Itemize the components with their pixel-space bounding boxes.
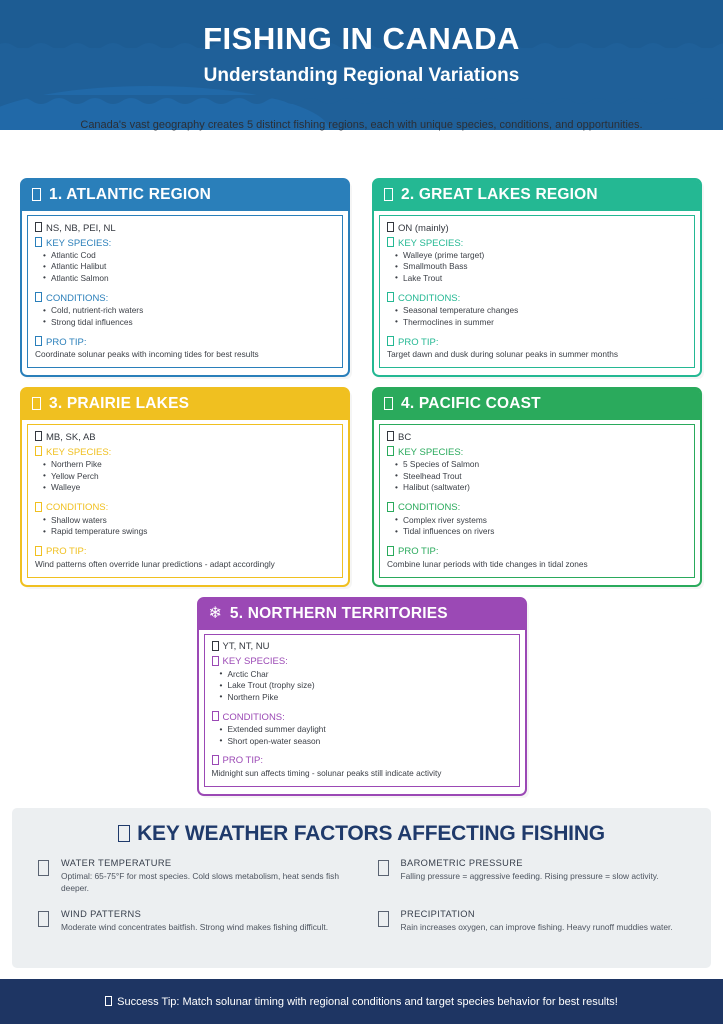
weather-factors-panel [12, 808, 711, 968]
key-species-list [395, 459, 687, 493]
tofu-icon [384, 187, 393, 203]
weather-panel-title-row [38, 822, 685, 846]
weather-factor-name: BAROMETRIC PRESSURE [400, 858, 523, 868]
region-provinces-label: YT, NT, NU [222, 641, 270, 653]
page-subtitle: Understanding Regional Variations [203, 65, 520, 87]
tofu-icon [212, 656, 219, 668]
conditions-list [43, 515, 335, 538]
weather-factor-content [401, 858, 659, 883]
spacer [35, 494, 335, 501]
tofu-icon [212, 641, 219, 653]
weather-factor-water-temperature [38, 858, 346, 895]
list-item: • 5 Species of Salmon [395, 459, 687, 470]
tofu-icon [35, 336, 42, 348]
header-banner [0, 0, 723, 130]
conditions-label: CONDITIONS: [46, 502, 109, 514]
list-item: • Shallow waters [43, 515, 335, 526]
tofu-icon [212, 711, 219, 723]
weather-panel-title: KEY WEATHER FACTORS AFFECTING FISHING [137, 822, 605, 845]
tofu-icon [387, 446, 394, 458]
key-species-list [220, 669, 512, 703]
tofu-icon [35, 292, 42, 304]
pro-tip-label: PRO TIP: [46, 546, 87, 558]
list-item: • Atlantic Halibut [43, 261, 335, 272]
key-species-heading [212, 656, 512, 668]
key-species-list [43, 459, 335, 493]
conditions-list [395, 515, 687, 538]
weather-factor-content [401, 909, 673, 934]
tofu-icon [38, 860, 49, 877]
region-card-northern-territories[interactable] [197, 597, 527, 796]
key-species-heading [35, 237, 335, 249]
weather-factor-description: Moderate wind concentrates baitfish. Strong wind makes fishing difficult. [61, 921, 329, 932]
tofu-icon [387, 336, 394, 348]
key-species-heading [387, 446, 687, 458]
regions-grid [20, 178, 703, 806]
pro-tip-heading [387, 336, 687, 348]
region-title: 2. GREAT LAKES REGION [401, 186, 598, 203]
list-item: • Short open-water season [220, 736, 512, 747]
pro-tip-label: PRO TIP: [398, 546, 439, 558]
tofu-icon [35, 502, 42, 514]
list-item: • Arctic Char [220, 669, 512, 680]
list-item: • Halibut (saltwater) [395, 482, 687, 493]
spacer [387, 284, 687, 291]
pro-tip-heading [35, 336, 335, 348]
region-card-header [22, 180, 348, 211]
region-provinces-label: ON (mainly) [398, 222, 449, 234]
list-item: • Northern Pike [220, 692, 512, 703]
weather-factor-content [61, 858, 346, 895]
key-species-list [43, 250, 335, 284]
regions-row-1 [20, 178, 703, 377]
list-item: • Thermoclines in summer [395, 317, 687, 328]
tofu-icon [387, 292, 394, 304]
tofu-icon [378, 911, 389, 928]
spacer [212, 747, 512, 754]
region-card-header [374, 180, 700, 211]
list-item: • Northern Pike [43, 459, 335, 470]
key-species-label: KEY SPECIES: [222, 656, 288, 668]
page-title: FISHING IN CANADA [203, 21, 520, 56]
tofu-icon [387, 431, 394, 443]
conditions-label: CONDITIONS: [398, 502, 461, 514]
list-item: • Cold, nutrient-rich waters [43, 305, 335, 316]
conditions-heading [212, 711, 512, 723]
tofu-icon [105, 996, 112, 1008]
footer-success-tip: Success Tip: Match solunar timing with regional conditions and target species behavior for best results! [117, 995, 618, 1008]
pro-tip-text: Coordinate solunar peaks with incoming tides for best results [35, 349, 259, 360]
key-species-heading [387, 237, 687, 249]
conditions-heading [387, 502, 687, 514]
key-species-label: KEY SPECIES: [46, 446, 112, 458]
region-title: 3. PRAIRIE LAKES [49, 395, 190, 413]
list-item: • Atlantic Salmon [43, 273, 335, 284]
pro-tip-label: PRO TIP: [398, 336, 439, 348]
conditions-label: CONDITIONS: [398, 292, 461, 304]
region-provinces [387, 431, 687, 443]
region-provinces-label: NS, NB, PEI, NL [46, 222, 116, 234]
region-provinces-label: MB, SK, AB [46, 431, 96, 443]
region-title: 4. PACIFIC COAST [401, 395, 541, 413]
list-item: • Smallmouth Bass [395, 261, 687, 272]
spacer [387, 328, 687, 335]
region-card-body [204, 634, 520, 787]
conditions-list [43, 305, 335, 328]
spacer [387, 494, 687, 501]
key-species-label: KEY SPECIES: [398, 446, 464, 458]
region-card-body [379, 215, 695, 368]
spacer [387, 538, 687, 545]
tofu-icon [118, 822, 130, 846]
pro-tip-heading [387, 546, 687, 558]
regions-row-2 [20, 387, 703, 586]
tofu-icon [387, 502, 394, 514]
region-card-body [27, 215, 343, 368]
list-item: • Atlantic Cod [43, 250, 335, 261]
tofu-icon [378, 860, 389, 877]
weather-factors-grid [38, 858, 685, 934]
region-provinces [212, 641, 512, 653]
pro-tip-text: Midnight sun affects timing - solunar peaks still indicate activity [211, 767, 442, 778]
list-item: • Complex river systems [395, 515, 687, 526]
tofu-icon [35, 237, 42, 249]
tofu-icon [387, 237, 394, 249]
region-card-body [379, 424, 695, 577]
conditions-list [220, 724, 512, 747]
list-item: • Walleye [43, 482, 335, 493]
conditions-label: CONDITIONS: [222, 711, 285, 723]
region-title: 5. NORTHERN TERRITORIES [229, 604, 448, 622]
conditions-heading [35, 292, 335, 304]
list-item: • Extended summer daylight [220, 724, 512, 735]
key-species-label: KEY SPECIES: [46, 237, 112, 249]
region-title: 1. ATLANTIC REGION [49, 186, 212, 203]
footer-bar [0, 979, 723, 1024]
spacer [35, 328, 335, 335]
conditions-heading [387, 292, 687, 304]
tofu-icon [35, 546, 42, 558]
key-species-heading [35, 446, 335, 458]
region-card-header [374, 389, 700, 420]
list-item: • Lake Trout [395, 273, 687, 284]
tofu-icon [35, 446, 42, 458]
region-provinces-label: BC [398, 431, 412, 443]
spacer [35, 284, 335, 291]
key-species-label: KEY SPECIES: [398, 237, 464, 249]
tofu-icon [384, 396, 393, 412]
pro-tip-text: Target dawn and dusk during solunar peaks in summer months [387, 349, 619, 360]
tofu-icon [387, 222, 394, 234]
weather-factor-wind-patterns [38, 909, 346, 934]
region-card-atlantic[interactable] [20, 178, 350, 377]
pro-tip-label: PRO TIP: [46, 336, 87, 348]
footer-text-row [105, 996, 618, 1008]
region-provinces [387, 222, 687, 234]
conditions-heading [35, 502, 335, 514]
weather-factor-name: WIND PATTERNS [61, 908, 142, 919]
conditions-label: CONDITIONS: [46, 292, 109, 304]
pro-tip-heading [212, 755, 512, 767]
tofu-icon [32, 187, 41, 203]
weather-factor-name: WATER TEMPERATURE [61, 858, 172, 868]
intro-paragraph: Canada's vast geography creates 5 distinct fishing regions, each with unique species, conditions, and opportunities. [80, 119, 643, 131]
key-species-list [395, 250, 687, 284]
pro-tip-label: PRO TIP: [222, 755, 263, 767]
region-card-header [22, 389, 348, 420]
weather-factor-name: PRECIPITATION [400, 908, 475, 919]
weather-factor-content [61, 909, 328, 934]
region-card-prairie-lakes[interactable] [20, 387, 350, 586]
tofu-icon [32, 396, 41, 412]
weather-factor-description: Rain increases oxygen, can improve fishing. Heavy runoff muddies water. [400, 921, 673, 932]
pro-tip-heading [35, 546, 335, 558]
tofu-icon [35, 431, 42, 443]
list-item: • Yellow Perch [43, 471, 335, 482]
list-item: • Steelhead Trout [395, 471, 687, 482]
spacer [212, 703, 512, 710]
conditions-list [395, 305, 687, 328]
list-item: • Walleye (prime target) [395, 250, 687, 261]
pro-tip-text: Wind patterns often override lunar predictions - adapt accordingly [35, 558, 275, 569]
spacer [35, 538, 335, 545]
snowflake-icon: ❄ [208, 604, 222, 622]
tofu-icon [387, 546, 394, 558]
list-item: • Lake Trout (trophy size) [220, 680, 512, 691]
region-card-great-lakes[interactable] [372, 178, 702, 377]
region-card-pacific-coast[interactable] [372, 387, 702, 586]
regions-row-3 [20, 597, 703, 796]
region-card-header [199, 599, 525, 630]
region-provinces [35, 222, 335, 234]
tofu-icon [38, 911, 49, 928]
pro-tip-text: Combine lunar periods with tide changes in tidal zones [387, 558, 588, 569]
weather-factor-precipitation [378, 909, 686, 934]
tofu-icon [35, 222, 42, 234]
list-item: • Rapid temperature swings [43, 526, 335, 537]
list-item: • Strong tidal influences [43, 317, 335, 328]
header-text-block [0, 0, 723, 87]
weather-factor-description: Falling pressure = aggressive feeding. Rising pressure = slow activity. [400, 871, 659, 881]
region-card-body [27, 424, 343, 577]
region-provinces [35, 431, 335, 443]
list-item: • Tidal influences on rivers [395, 526, 687, 537]
weather-factor-barometric-pressure [378, 858, 686, 895]
wave-divider-lower-icon [0, 95, 723, 107]
tofu-icon [212, 755, 219, 767]
list-item: • Seasonal temperature changes [395, 305, 687, 316]
weather-factor-description: Optimal: 65-75°F for most species. Cold slows metabolism, heat sends fish deeper. [61, 871, 339, 893]
